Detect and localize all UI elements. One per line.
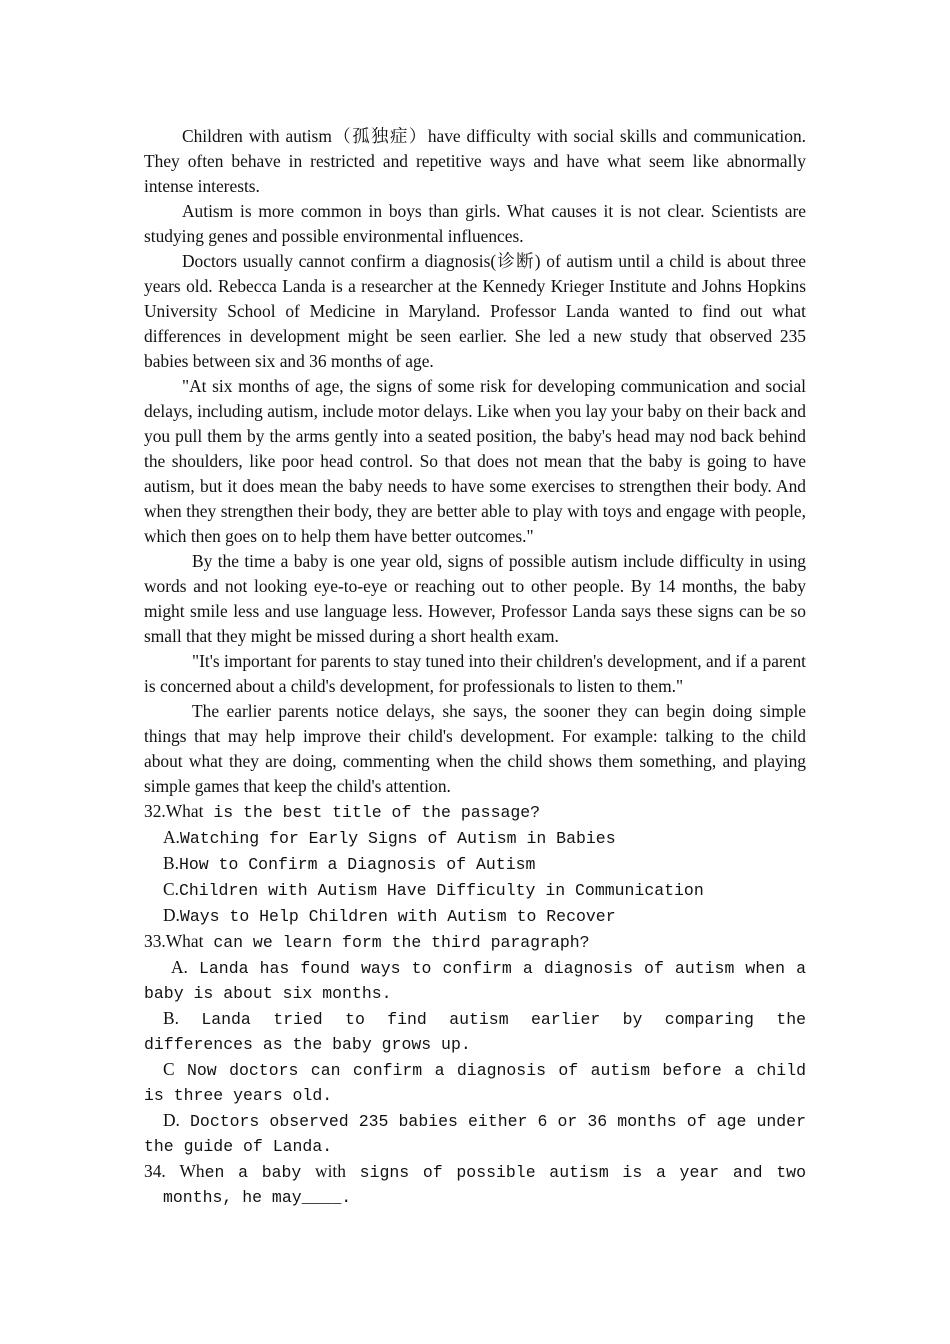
- question-32-stem: [144, 799, 806, 825]
- option-label: C: [163, 1059, 175, 1079]
- question-33-option-c: [144, 1057, 806, 1108]
- passage-paragraph-2: Autism is more common in boys than girls. What causes it is not clear. Scientists are studying genes and possible environmental influences.: [144, 201, 806, 246]
- passage-paragraph-7: The earlier parents notice delays, she says, the sooner they can begin doing simple things that may help improve their child's development. For example: talking to the child about what they are doing, commenting when the child shows them something, and playing simple games that keep the child's attention.: [144, 701, 806, 796]
- option-text: How to Confirm a Diagnosis of Autism: [178, 855, 536, 874]
- option-label: B.: [163, 853, 179, 873]
- question-33-stem: [144, 929, 806, 955]
- question-lead-word: What: [165, 801, 204, 821]
- question-32-option-a: [144, 825, 806, 851]
- question-bold-word: with: [315, 1161, 346, 1181]
- question-32-option-c: [144, 877, 806, 903]
- question-text: can we learn form the third paragraph?: [203, 933, 590, 952]
- passage-paragraph-3: Doctors usually cannot confirm a diagnosis(诊断) of autism until a child is about three years old. Rebecca Landa is a researcher at the Kennedy Krieger Institute and Johns Hopkins University School of Medicine in Maryland. Professor Landa wanted to find out what differences in development might be seen earlier. She led a new study that observed 235 babies between six and 36 months of age.: [144, 251, 806, 371]
- option-text: Watching for Early Signs of Autism in Babies: [179, 829, 616, 848]
- question-33-option-d: [144, 1108, 806, 1159]
- option-text: Landa tried to find autism earlier by comparing the differences as the baby grows up.: [144, 1010, 806, 1054]
- option-label: B.: [163, 1008, 179, 1028]
- passage-paragraph-5: By the time a baby is one year old, signs of possible autism include difficulty in using words and not looking eye-to-eye or reaching out to other people. By 14 months, the baby might smile less and use language less. However, Professor Landa says these signs can be so small that they might be missed during a short health exam.: [144, 551, 806, 646]
- option-text: Now doctors can confirm a diagnosis of autism before a child is three years old.: [144, 1061, 806, 1105]
- question-number: 34.: [144, 1161, 166, 1181]
- question-33-option-b: [144, 1006, 806, 1057]
- question-text-continued: signs of possible autism is a year and two months, he may____.: [163, 1163, 806, 1207]
- question-32-option-d: [144, 903, 806, 929]
- question-32-option-b: [144, 851, 806, 877]
- option-label: A.: [163, 827, 180, 847]
- option-text: Ways to Help Children with Autism to Recover: [179, 907, 616, 926]
- passage-paragraph-1: Children with autism（孤独症）have difficulty with social skills and communication. They often behave in restricted and repetitive ways and have what seem like abnormally intense interests.: [144, 126, 806, 196]
- option-label: D.: [163, 1110, 180, 1130]
- option-text: Children with Autism Have Difficulty in Communication: [178, 881, 704, 900]
- option-text: Doctors observed 235 babies either 6 or 36 months of age under the guide of Landa.: [144, 1112, 806, 1156]
- question-number: 33.: [144, 931, 166, 951]
- option-label: C.: [163, 879, 179, 899]
- question-number: 32.: [144, 801, 166, 821]
- question-34-stem: [144, 1159, 806, 1210]
- question-text: en a baby: [204, 1163, 316, 1182]
- question-33-option-a: [144, 955, 806, 1006]
- option-label: D.: [163, 905, 180, 925]
- question-lead-word: What: [165, 931, 204, 951]
- passage-paragraph-4: "At six months of age, the signs of some risk for developing communication and social delays, including autism, include motor delays. Like when you lay your baby on their back and you pull them by the arms gently into a seated position, the baby's head may nod back behind the shoulders, like poor head control. So that does not mean that the baby is going to have autism, but it does mean the baby needs to have some exercises to strengthen their body. And when they strengthen their body, they are better able to play with toys and engage with people, which then goes on to help them have better outcomes.": [144, 376, 806, 546]
- passage-paragraph-6: "It's important for parents to stay tuned into their children's development, and if a parent is concerned about a child's development, for professionals to listen to them.": [144, 651, 806, 696]
- question-lead-word: Wh: [179, 1161, 205, 1181]
- document-page: [144, 124, 806, 1210]
- question-text: is the best title of the passage?: [203, 803, 541, 822]
- option-label: A.: [171, 957, 188, 977]
- option-text: Landa has found ways to confirm a diagnosis of autism when a baby is about six months.: [144, 959, 806, 1003]
